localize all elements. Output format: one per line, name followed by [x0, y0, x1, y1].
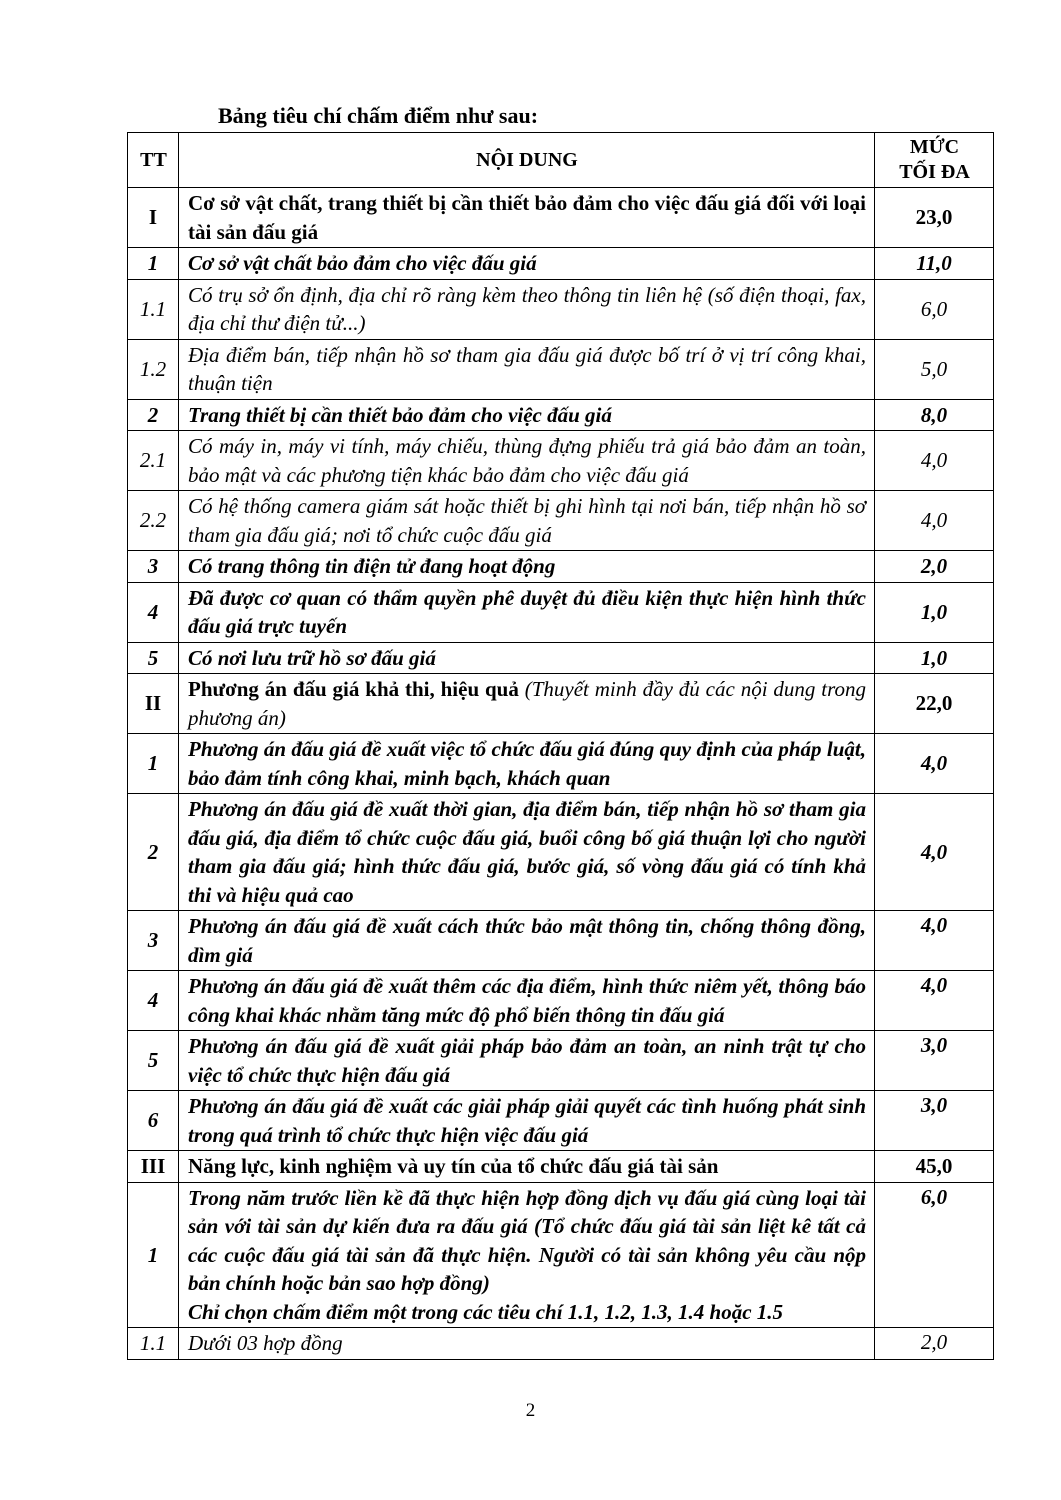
row-content — [179, 279, 875, 339]
row-content — [179, 1091, 875, 1151]
page-number: 2 — [525, 1400, 536, 1421]
row-score: 3,0 — [875, 1031, 994, 1091]
row-content-text: Có máy in, máy vi tính, máy chiếu, thùng đựng phiếu trả giá bảo đảm an toàn, bảo mật và các phương tiện khác bảo đảm cho việc đấu giá — [188, 434, 866, 487]
row-content-text: Đã được cơ quan có thẩm quyền phê duyệt đủ điều kiện thực hiện hình thức đấu giá trực tuyến — [188, 585, 866, 638]
row-number: 1.1 — [128, 1328, 179, 1360]
row-number: 5 — [128, 1031, 179, 1091]
table-row — [128, 279, 994, 339]
row-content-text: Dưới 03 hợp đồng — [188, 1331, 343, 1355]
header-tt: TT — [128, 133, 179, 188]
row-content-text: Phương án đấu giá đề xuất thời gian, địa điểm bán, tiếp nhận hồ sơ tham gia đấu giá, địa điểm tổ chức cuộc đấu giá, buổi công bố giá thuận lợi cho người tham gia đấu giá; hình thức đấu giá, bước giá, số vòng đấu giá có tính khả thi và hiệu quả cao — [188, 797, 866, 907]
table-row — [128, 734, 994, 794]
table-row — [128, 674, 994, 734]
row-content — [179, 1182, 875, 1328]
row-number: 1.2 — [128, 339, 179, 399]
row-content — [179, 794, 875, 911]
row-number: 1 — [128, 734, 179, 794]
row-score: 2,0 — [875, 551, 994, 583]
row-score: 45,0 — [875, 1151, 994, 1183]
row-score: 4,0 — [875, 794, 994, 911]
table-row — [128, 794, 994, 911]
row-content-text: Phương án đấu giá đề xuất cách thức bảo mật thông tin, chống thông đồng, dìm giá — [188, 914, 866, 967]
row-content — [179, 248, 875, 280]
row-number: 4 — [128, 582, 179, 642]
row-content — [179, 642, 875, 674]
row-content-text: Cơ sở vật chất bảo đảm cho việc đấu giá — [188, 251, 537, 275]
row-content-text: Phương án đấu giá đề xuất các giải pháp giải quyết các tình huống phát sinh trong quá trình tổ chức thực hiện việc đấu giá — [188, 1094, 866, 1147]
row-content — [179, 971, 875, 1031]
row-content — [179, 1328, 875, 1360]
row-content-text: Cơ sở vật chất, trang thiết bị cần thiết bảo đảm cho việc đấu giá đối với loại tài sản đấu giá — [188, 191, 866, 244]
row-content-text: Phương án đấu giá khả thi, hiệu quả — [188, 677, 519, 701]
table-row — [128, 339, 994, 399]
row-number: 2 — [128, 399, 179, 431]
row-number: II — [128, 674, 179, 734]
row-content — [179, 399, 875, 431]
table-row — [128, 971, 994, 1031]
table-row — [128, 1031, 994, 1091]
row-content — [179, 1031, 875, 1091]
row-number: 3 — [128, 911, 179, 971]
row-number: 6 — [128, 1091, 179, 1151]
table-row — [128, 582, 994, 642]
row-score: 4,0 — [875, 491, 994, 551]
table-row — [128, 188, 994, 248]
row-content — [179, 551, 875, 583]
table-row — [128, 1328, 994, 1360]
row-content-note: (Thuyết minh đầy đủ các nội dung trong phương án) — [188, 677, 866, 730]
row-content — [179, 734, 875, 794]
row-score: 11,0 — [875, 248, 994, 280]
table-row — [128, 1091, 994, 1151]
table-row — [128, 248, 994, 280]
row-score: 23,0 — [875, 188, 994, 248]
row-score: 4,0 — [875, 431, 994, 491]
table-row — [128, 491, 994, 551]
row-number: 1 — [128, 1182, 179, 1328]
row-number: 5 — [128, 642, 179, 674]
row-content — [179, 1151, 875, 1183]
row-content-text: Trang thiết bị cần thiết bảo đảm cho việc đấu giá — [188, 402, 612, 427]
table-row — [128, 1182, 994, 1328]
row-content-text: Có trang thông tin điện tử đang hoạt động — [188, 554, 556, 578]
row-content — [179, 339, 875, 399]
row-content-text: Có nơi lưu trữ hồ sơ đấu giá — [188, 645, 436, 670]
row-content-text: Trong năm trước liền kề đã thực hiện hợp đồng dịch vụ đấu giá cùng loại tài sản với tài sản dự kiến đưa ra đấu giá (Tổ chức đấu giá tài sản liệt kê tất cả các cuộc đấu giá tài sản đã thực hiện. Người có tài sản không yêu cầu nộp bản chính hoặc bản sao hợp đồng) — [188, 1185, 866, 1295]
row-content — [179, 491, 875, 551]
criteria-table — [127, 132, 994, 1360]
table-row — [128, 1151, 994, 1183]
row-score: 1,0 — [875, 642, 994, 674]
table-row — [128, 911, 994, 971]
row-number: III — [128, 1151, 179, 1183]
row-score: 2,0 — [875, 1328, 994, 1360]
table-row — [128, 551, 994, 583]
row-number: 2 — [128, 794, 179, 911]
table-row — [128, 431, 994, 491]
row-score: 6,0 — [875, 1182, 994, 1328]
row-content — [179, 431, 875, 491]
row-score: 5,0 — [875, 339, 994, 399]
row-number: 2.2 — [128, 491, 179, 551]
row-score: 3,0 — [875, 1091, 994, 1151]
row-number: 3 — [128, 551, 179, 583]
row-score: 4,0 — [875, 911, 994, 971]
row-score: 4,0 — [875, 971, 994, 1031]
row-score: 22,0 — [875, 674, 994, 734]
row-content — [179, 188, 875, 248]
table-heading: Bảng tiêu chí chấm điểm như sau: — [218, 103, 539, 128]
table-row — [128, 399, 994, 431]
table-header-row — [128, 133, 994, 188]
row-score: 8,0 — [875, 399, 994, 431]
row-score: 1,0 — [875, 582, 994, 642]
header-max-score — [875, 133, 994, 188]
header-max-line2: TỐI ĐA — [899, 161, 970, 183]
row-content-text: Phương án đấu giá đề xuất thêm các địa điểm, hình thức niêm yết, thông báo công khai khác nhằm tăng mức độ phổ biến thông tin đấu giá — [188, 974, 866, 1027]
row-content — [179, 911, 875, 971]
row-content-text: Địa điểm bán, tiếp nhận hồ sơ tham gia đấu giá được bố trí ở vị trí công khai, thuận tiện — [188, 342, 866, 395]
header-max-line1: MỨC — [909, 136, 960, 158]
row-number: 1 — [128, 248, 179, 280]
header-content: NỘI DUNG — [179, 133, 875, 188]
table-body — [128, 188, 994, 1360]
row-score: 6,0 — [875, 279, 994, 339]
row-content-extra: Chỉ chọn chấm điểm một trong các tiêu chí 1.1, 1.2, 1.3, 1.4 hoặc 1.5 — [188, 1299, 784, 1324]
row-content-text: Có hệ thống camera giám sát hoặc thiết bị ghi hình tại nơi bán, tiếp nhận hồ sơ tham gia đấu giá; nơi tổ chức cuộc đấu giá — [188, 494, 866, 547]
row-number: 2.1 — [128, 431, 179, 491]
table-row — [128, 642, 994, 674]
row-content-text: Năng lực, kinh nghiệm và uy tín của tổ chức đấu giá tài sản — [188, 1154, 719, 1178]
row-content-text: Phương án đấu giá đề xuất giải pháp bảo đảm an toàn, an ninh trật tự cho việc tổ chức thực hiện đấu giá — [188, 1034, 866, 1087]
row-number: 1.1 — [128, 279, 179, 339]
row-score: 4,0 — [875, 734, 994, 794]
row-number: 4 — [128, 971, 179, 1031]
row-number: I — [128, 188, 179, 248]
row-content-text: Có trụ sở ổn định, địa chỉ rõ ràng kèm theo thông tin liên hệ (số điện thoại, fax, địa chỉ thư điện tử...) — [188, 282, 866, 335]
row-content — [179, 582, 875, 642]
row-content — [179, 674, 875, 734]
row-content-text: Phương án đấu giá đề xuất việc tổ chức đấu giá đúng quy định của pháp luật, bảo đảm tính công khai, minh bạch, khách quan — [188, 737, 866, 790]
